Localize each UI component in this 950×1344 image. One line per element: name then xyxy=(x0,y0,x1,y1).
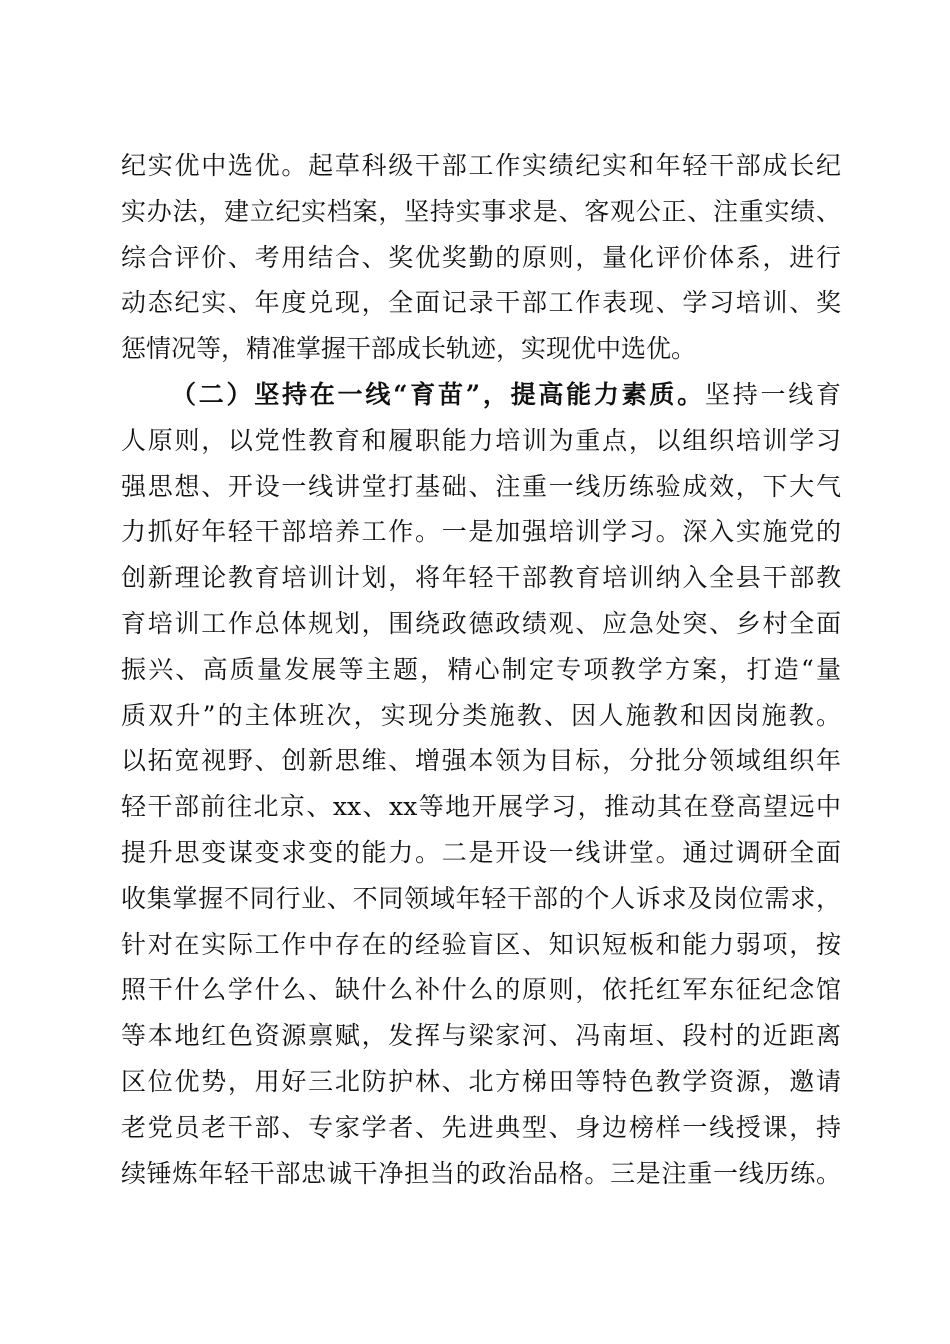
text-line: 动态纪实、年度兑现，全面记录干部工作表现、学习培训、奖 xyxy=(121,288,841,318)
text-line: 综合评价、考用结合、奖优奖勤的原则，量化评价体系，进行 xyxy=(121,242,841,272)
text-line: 人原则，以党性教育和履职能力培训为重点，以组织培训学习 xyxy=(121,425,841,455)
text-line: 续锤炼年轻干部忠诚干净担当的政治品格。三是注重一线历练。 xyxy=(121,1158,841,1188)
text-line: 收集掌握不同行业、不同领域年轻干部的个人诉求及岗位需求， xyxy=(121,883,841,913)
section-heading: （二）坚持在一线“育苗”，提高能力素质。 xyxy=(171,379,705,409)
text-line: 照干什么学什么、缺什么补什么的原则，依托红军东征纪念馆 xyxy=(121,975,841,1005)
text-line: 育培训工作总体规划，围绕政德政绩观、应急处突、乡村全面 xyxy=(121,608,841,638)
text-line: 实办法，建立纪实档案，坚持实事求是、客观公正、注重实绩、 xyxy=(121,196,841,226)
text-line-first xyxy=(121,372,841,418)
text-line: 创新理论教育培训计划，将年轻干部教育培训纳入全县干部教 xyxy=(121,563,841,593)
text-line: 提升思变谋变求变的能力。二是开设一线讲堂。通过调研全面 xyxy=(121,837,841,867)
paragraph-1 xyxy=(121,143,841,372)
text-line: 区位优势，用好三北防护林、北方梯田等特色教学资源，邀请 xyxy=(121,1066,841,1096)
text-line: 质双升”的主体班次，实现分类施教、因人施教和因岗施教。 xyxy=(121,700,841,730)
text-line: 老党员老干部、专家学者、先进典型、身边榜样一线授课，持 xyxy=(121,1112,841,1142)
text-line: 等本地红色资源禀赋，发挥与梁家河、冯南垣、段村的近距离 xyxy=(121,1021,841,1051)
text-line: 力抓好年轻干部培养工作。一是加强培训学习。深入实施党的 xyxy=(121,517,841,547)
text-line: 强思想、开设一线讲堂打基础、注重一线历练验成效，下大气 xyxy=(121,471,841,501)
document-body xyxy=(121,143,841,1196)
text-line: 轻干部前往北京、xx、xx等地开展学习，推动其在登高望远中 xyxy=(121,792,841,822)
text-line: 以拓宽视野、创新思维、增强本领为目标，分批分领域组织年 xyxy=(121,746,841,776)
heading-continuation: 坚持一线育 xyxy=(704,379,841,409)
paragraph-2 xyxy=(121,372,841,1196)
text-line: 针对在实际工作中存在的经验盲区、知识短板和能力弱项，按 xyxy=(121,929,841,959)
text-line: 纪实优中选优。起草科级干部工作实绩纪实和年轻干部成长纪 xyxy=(121,151,841,180)
text-line: 惩情况等，精准掌握干部成长轨迹，实现优中选优。 xyxy=(121,334,697,364)
text-line: 振兴、高质量发展等主题，精心制定专项教学方案，打造“量 xyxy=(121,654,841,684)
